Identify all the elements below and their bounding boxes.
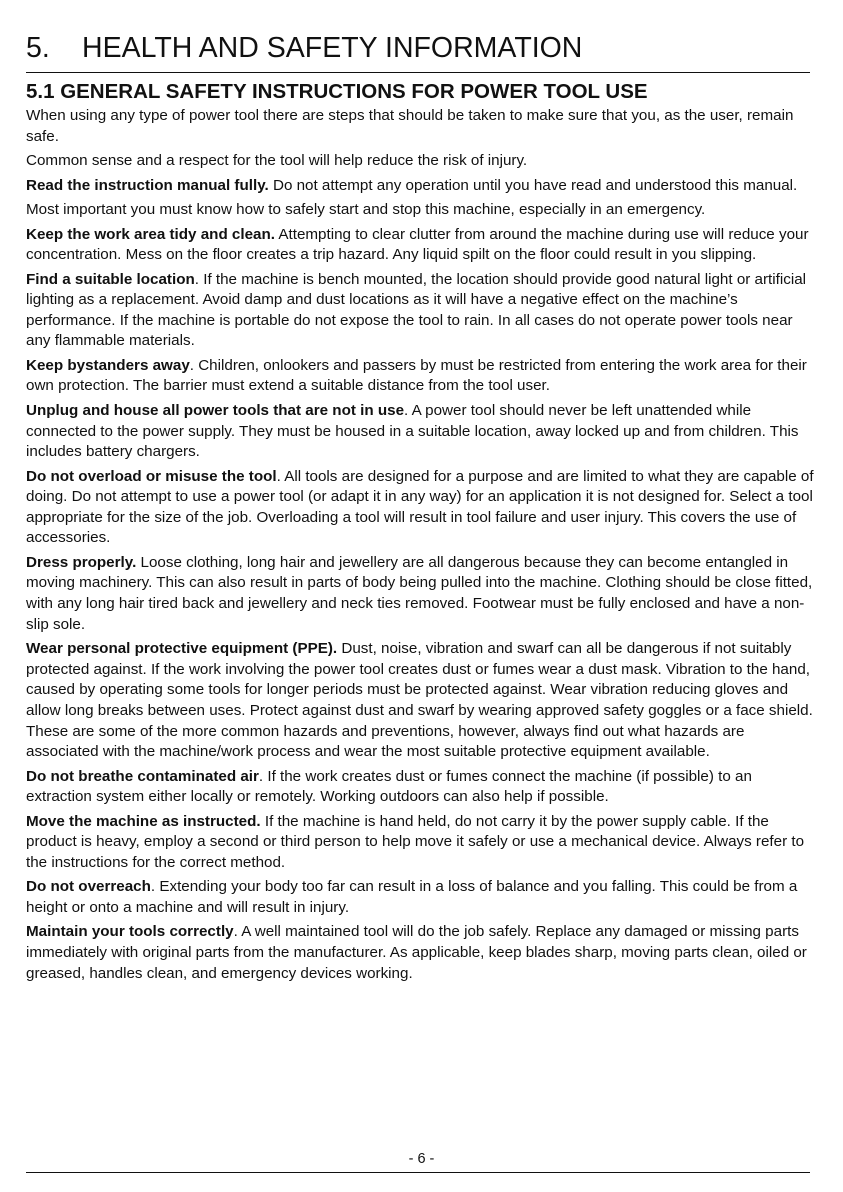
paragraph-bystanders	[26, 356, 814, 397]
section-title: HEALTH AND SAFETY INFORMATION	[82, 32, 583, 64]
section-number: 5.	[26, 32, 50, 64]
paragraph-text: . A power tool should never be left unattended while connected to the power supply. They must be housed in a suitable location, away locked up and from children. This includes battery chargers.	[26, 401, 799, 461]
paragraph-lead: Maintain your tools correctly	[26, 923, 234, 941]
paragraph-lead: Do not breathe contaminated air	[26, 767, 259, 785]
paragraph-common-sense	[26, 151, 814, 172]
paragraph-start-stop	[26, 200, 814, 221]
paragraph-lead: Read the instruction manual fully.	[26, 176, 269, 194]
paragraph-text: . If the machine is bench mounted, the location should provide good natural light or artificial lighting as a replacement. Avoid damp and dust locations as it will have a negative effect on the machine’s performance. If the machine is portable do not expose the tool to rain. In all cases do not operate power tools near any flammable materials.	[26, 270, 807, 350]
paragraph-unplug	[26, 401, 814, 463]
paragraph-text: . A well maintained tool will do the job safely. Replace any damaged or missing parts immediately with original parts from the manufacturer. As applicable, keep blades sharp, moving parts clean, oiled or greased, handles clean, and emergency devices working.	[26, 923, 807, 982]
paragraph-text: . Children, onlookers and passers by must be restricted from entering the work area for their own protection. The barrier must extend a suitable distance from the tool user.	[26, 356, 807, 395]
page-number: - 6 -	[408, 1151, 435, 1167]
paragraph-text: Common sense and a respect for the tool will help reduce the risk of injury.	[26, 152, 528, 170]
paragraph-text: Dust, noise, vibration and swarf can all be dangerous if not suitably protected against. If the work involving the power tool creates dust or fumes wear a dust mask. Vibration to the hand, caused by operating some tools for longer periods must be protected against. Wear vibration reducing gloves and allow long breaks between uses. Protect against dust and swarf by wearing approved safety goggles or a face shield. These are some of the more common hazards and preventions, however, always find out what hazards are associated with the machine/work process and wear the most suitable protective equipment available.	[26, 640, 813, 761]
paragraph-move	[26, 812, 814, 874]
paragraph-text: Attempting to clear clutter from around the machine during use will reduce your concentration. Mess on the floor creates a trip hazard. Any liquid spilt on the floor could result in you slipping.	[26, 225, 809, 264]
subsection-title: 5.1 GENERAL SAFETY INSTRUCTIONS FOR POWER TOOL USE	[26, 80, 648, 103]
paragraph-lead: Keep bystanders away	[26, 356, 190, 374]
paragraph-lead: Find a suitable location	[26, 270, 195, 288]
footer-divider	[26, 1172, 810, 1173]
paragraph-maintain	[26, 922, 814, 984]
paragraph-air	[26, 767, 814, 808]
paragraph-lead: Do not overload or misuse the tool	[26, 467, 277, 485]
paragraph-lead: Wear personal protective equipment (PPE).	[26, 640, 338, 658]
paragraph-location	[26, 270, 814, 352]
paragraph-text: Loose clothing, long hair and jewellery are all dangerous because they can become entangled in moving machinery. This can also result in parts of body being pulled into the machine. Clothing should be close fitted, with any long hair tired back and jewellery and neck ties removed. Footwear must be fully enclosed and have a non-slip sole.	[26, 553, 813, 633]
paragraph-text: If the machine is hand held, do not carry it by the power supply cable. If the product is heavy, employ a second or third person to help move it safely or use a mechanical device. Always refer to the instructions for the correct method.	[26, 812, 805, 871]
paragraph-tidy-area	[26, 225, 814, 266]
paragraph-text: When using any type of power tool there are steps that should be taken to make sure that you, as the user, remain safe.	[26, 107, 794, 145]
paragraph-read-manual	[26, 176, 814, 197]
paragraph-text: Do not attempt any operation until you have read and understood this manual.	[268, 176, 798, 194]
paragraph-text: . If the work creates dust or fumes connect the machine (if possible) to an extraction system either locally or remotely. Working outdoors can also help if possible.	[26, 767, 752, 806]
paragraph-text: . Extending your body too far can result in a loss of balance and you falling. This could be from a height or onto a machine and will result in injury.	[26, 878, 798, 916]
safety-instructions-body	[26, 106, 814, 988]
paragraph-ppe	[26, 639, 814, 763]
paragraph-overreach	[26, 877, 814, 918]
paragraph-lead: Unplug and house all power tools that are not in use	[26, 401, 405, 419]
paragraph-text: . All tools are designed for a purpose and are limited to what they are capable of doing. Do not attempt to use a power tool (or adapt it in any way) for an application it is not designed for. Select a tool appropriate for the size of the job. Overloading a tool will result in tool failure and user injury. This covers the use of accessories.	[26, 467, 814, 547]
section-heading	[26, 30, 810, 73]
paragraph-lead: Move the machine as instructed.	[26, 812, 261, 830]
paragraph-intro	[26, 106, 814, 147]
paragraph-lead: Keep the work area tidy and clean.	[26, 225, 275, 243]
paragraph-lead: Do not overreach	[26, 878, 151, 896]
paragraph-lead: Dress properly.	[26, 553, 137, 571]
paragraph-text: Most important you must know how to safely start and stop this machine, especially in an emergency.	[26, 201, 706, 219]
paragraph-overload	[26, 467, 814, 549]
paragraph-dress	[26, 553, 814, 635]
